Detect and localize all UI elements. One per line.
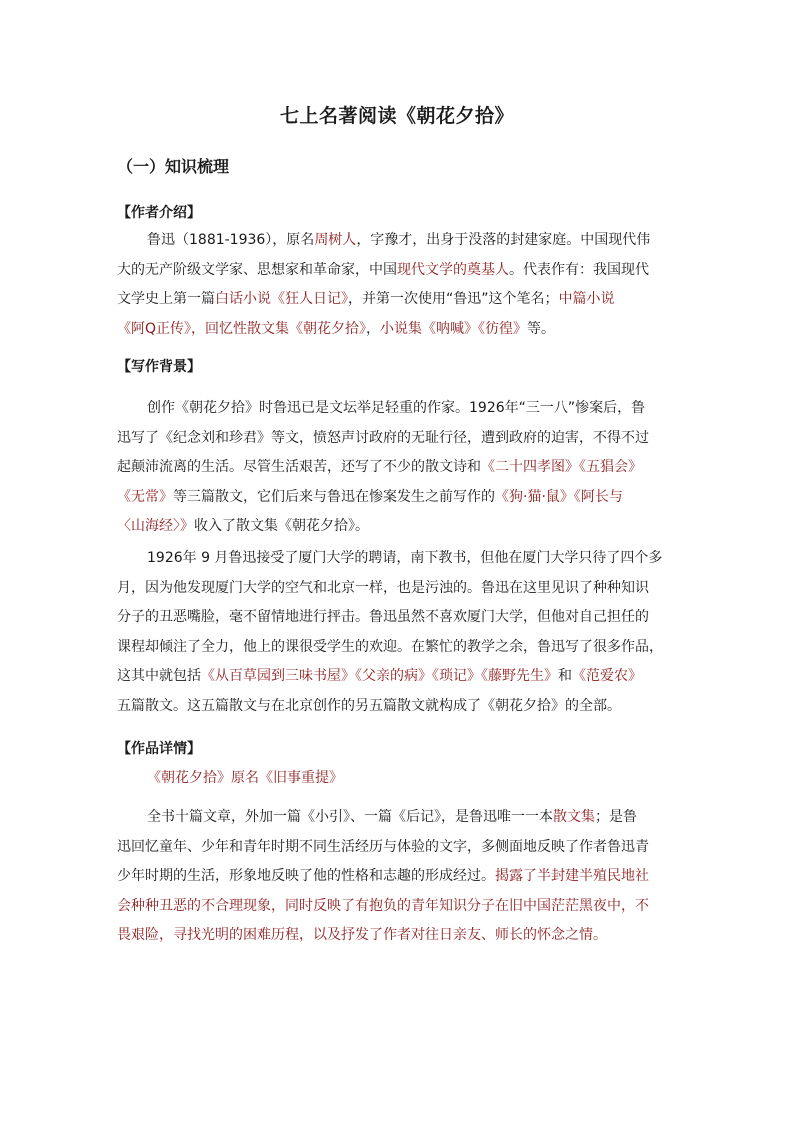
text-line: 迅回忆童年、少年和青年时期不同生活经历与体验的文字，多侧面地反映了作者鲁迅青 [117,838,649,855]
text-line: 分子的丑恶嘴脸，毫不留情地进行抨击。鲁迅虽然不喜欢厦门大学，但他对自己担任的 [117,609,649,625]
work-paragraph [117,803,687,951]
text-line: 五篇散文。这五篇散文与在北京创作的另五篇散文就构成了《朝花夕拾》的全部。 [117,697,621,714]
text-line: 起颠沛流离的生活。尽管生活艰苦，还写了不少的散文诗和《二十四孝图》《五猖会》 [117,459,642,475]
text-line: 《阿Q正传》，回忆性散文集《朝花夕拾》，小说集《呐喊》《彷徨》等。 [117,320,556,337]
text-line: 会种种丑恶的不合理现象，同时反映了有抱负的青年知识分子在旧中国茫茫黑夜中，不 [117,897,649,914]
text-line: 月，因为他发现厦门大学的空气和北京一样，也是污浊的。鲁迅在这里见识了种种知识 [117,579,649,596]
text-line: 课程却倾注了全力，他上的课很受学生的欢迎。在繁忙的教学之余，鲁迅写了很多作品， [117,638,663,655]
text-line: 全书十篇文章，外加一篇《小引》、一篇《后记》，是鲁迅唯一一本散文集；是鲁 [147,809,637,825]
author-heading: 【作者介绍】 [117,205,201,221]
document-title: 七上名著阅读《朝花夕拾》 [279,105,514,127]
text-line: 大的无产阶级文学家、思想家和革命家，中国现代文学的奠基人。代表作有：我国现代 [117,261,649,278]
text-line: 迅写了《纪念刘和珍君》等文，愤怒声讨政府的无耻行径，遭到政府的迫害，不得不过 [117,429,649,446]
text-line: 《无常》等三篇散文，它们后来与鲁迅在惨案发生之前写作的《狗·猫·鼠》《阿长与 [117,488,623,505]
text-line: 创作《朝花夕拾》时鲁迅已是文坛举足轻重的作家。1926年“三一八”惨案后，鲁 [147,400,646,416]
text-line: 1926年 9 月鲁迅接受了厦门大学的聘请，南下教书，但他在厦门大学只待了四个多 [147,550,663,566]
original-title-line: 《朝花夕拾》原名《旧事重提》 [147,770,343,786]
work-heading: 【作品详情】 [117,741,201,757]
text-line: 〈山海经〉》收入了散文集《朝花夕拾》。 [117,518,369,534]
background-paragraph-2 [117,544,687,721]
background-heading: 【写作背景】 [117,359,201,375]
author-paragraph [117,226,687,344]
text-line: 文学史上第一篇白话小说《狂人日记》，并第一次使用“鲁迅”这个笔名；中篇小说 [117,291,615,307]
text-line: 这其中就包括《从百草园到三味书屋》《父亲的病》《琐记》《藤野先生》和《范爱农》 [117,668,642,684]
text-line: 少年时期的生活，形象地反映了他的性格和志趣的形成经过。揭露了半封建半殖民地社 [117,868,649,884]
background-paragraph-1 [117,394,687,542]
section-heading: （一）知识梳理 [117,157,230,176]
text-line: 畏艰险，寻找光明的困难历程，以及抒发了作者对往日亲友、师长的怀念之情。 [117,927,607,943]
text-line: 鲁迅（1881-1936），原名周树人，字豫才，出身于没落的封建家庭。中国现代伟 [147,232,651,248]
